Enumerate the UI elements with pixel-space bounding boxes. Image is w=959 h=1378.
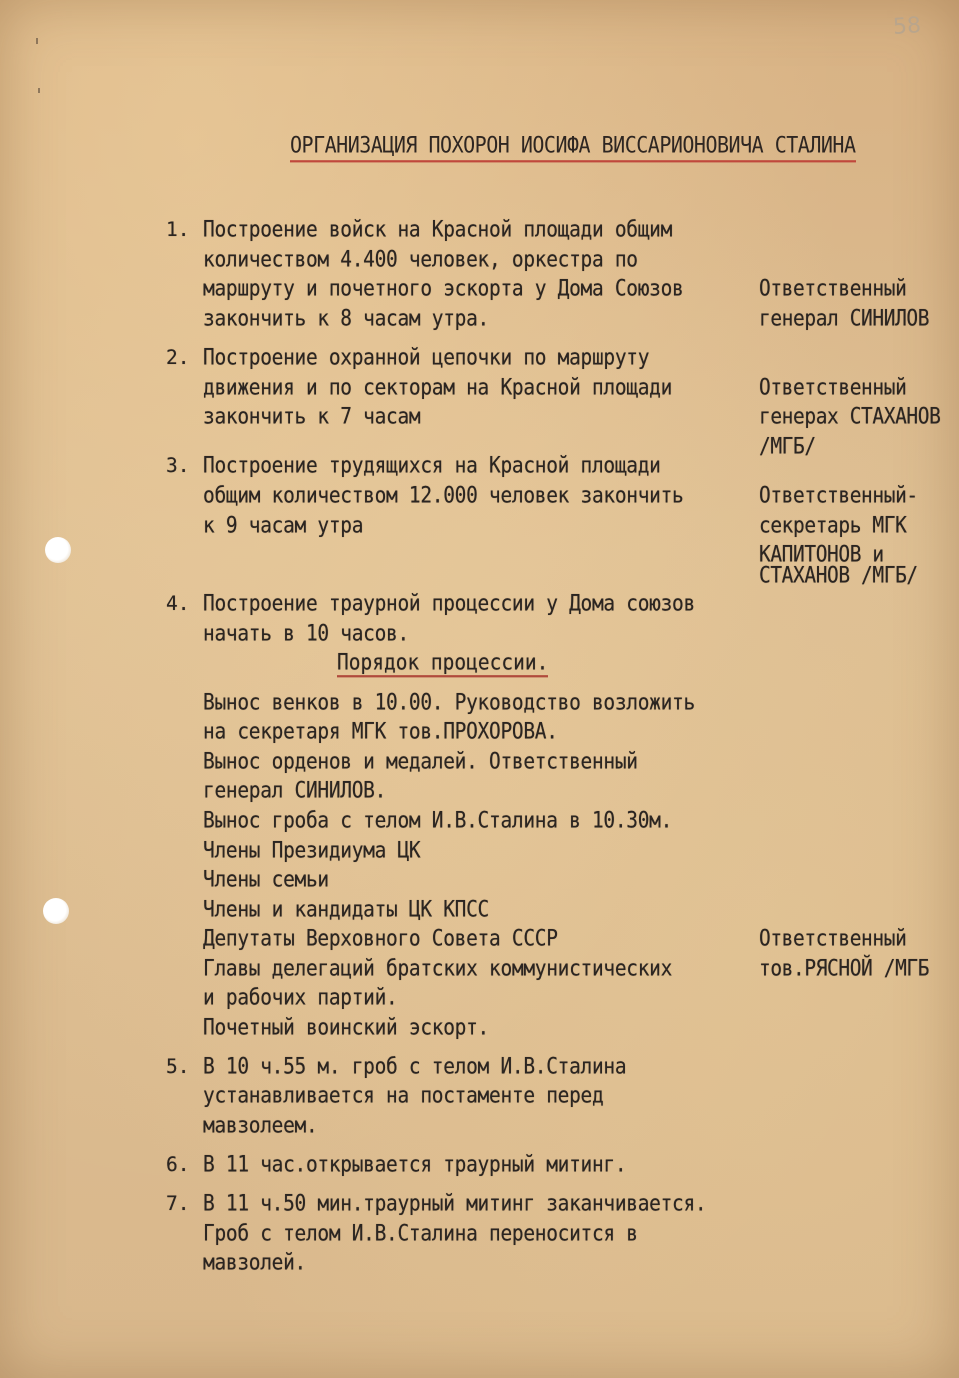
procession-line: на секретаря МГК тов.ПРОХОРОВА. <box>203 718 558 745</box>
item-number: 2. <box>166 346 190 369</box>
item-text-line: к 9 часам утра <box>203 512 364 539</box>
item-number: 1. <box>166 218 190 241</box>
item-text-line: начать в 10 часов. <box>203 620 409 647</box>
procession-line: Главы делегаций братских коммунистических <box>203 955 673 982</box>
item-text-line: В 10 ч.55 м. гроб с телом И.В.Сталина <box>203 1053 627 1080</box>
item-text-line: маршруту и почетного эскорта у Дома Союзов <box>203 275 684 302</box>
item-number: 5. <box>166 1055 190 1078</box>
responsible-line: Ответственный <box>759 925 907 952</box>
item-number: 7. <box>166 1192 190 1215</box>
item-text-line: Построение охранной цепочки по маршруту <box>203 344 650 371</box>
procession-line: Почетный воинский эскорт. <box>203 1014 490 1041</box>
procession-line: Вынос орденов и медалей. Ответственный <box>203 748 638 775</box>
responsible-line: генерах СТАХАНОВ <box>759 403 941 430</box>
document-title: ОРГАНИЗАЦИЯ ПОХОРОН ИОСИФА ВИССАРИОНОВИЧА СТАЛИНА <box>290 132 856 163</box>
procession-line: Члены семьи <box>203 866 329 893</box>
responsible-line: тов.РЯСНОЙ /МГБ <box>759 955 930 982</box>
punch-hole <box>43 898 69 924</box>
item-text-line: В 11 ч.50 мин.траурный митинг заканчивается. <box>203 1190 707 1217</box>
responsible-line: КАПИТОНОВ и <box>759 541 884 568</box>
item-text-line: количеством 4.400 человек, оркестра по <box>203 246 638 273</box>
item-text-line: Построение трудящихся на Красной площади <box>203 452 661 479</box>
responsible-line: Ответственный <box>759 374 907 401</box>
item-text-line: В 11 час.открывается траурный митинг. <box>203 1151 627 1178</box>
item-text-line: Построение траурной процессии у Дома союзов <box>203 590 695 617</box>
item-text-line: мавзолей. <box>203 1249 306 1276</box>
item-text-line: устанавливается на постаменте перед <box>203 1082 604 1109</box>
item-text-line: закончить к 7 часам <box>203 403 421 430</box>
responsible-line: генерал СИНИЛОВ <box>759 305 930 332</box>
procession-line: Вынос венков в 10.00. Руководство возложить <box>203 689 695 716</box>
paper-mark <box>38 88 40 93</box>
procession-line: и рабочих партий. <box>203 984 398 1011</box>
page-number: 58 <box>892 13 922 40</box>
procession-line: Вынос гроба с телом И.В.Сталина в 10.30м. <box>203 807 673 834</box>
procession-subheading: Порядок процессии. <box>337 652 548 678</box>
item-text-line: Гроб с телом И.В.Сталина переносится в <box>203 1220 638 1247</box>
item-text-line: Построение войск на Красной площади общим <box>203 216 673 243</box>
item-number: 3. <box>166 454 190 477</box>
responsible-line: Ответственный- <box>759 482 918 509</box>
item-text-line: движения и по секторам на Красной площади <box>203 374 673 401</box>
procession-line: Члены и кандидаты ЦК КПСС <box>203 896 490 923</box>
item-number: 4. <box>166 592 190 615</box>
paper-mark <box>36 38 38 44</box>
procession-line: Депутаты Верховного Совета СССР <box>203 925 558 952</box>
responsible-line: СТАХАНОВ /МГБ/ <box>759 562 918 589</box>
item-text-line: общим количеством 12.000 человек закончить <box>203 482 684 509</box>
procession-line: Члены Президиума ЦК <box>203 837 421 864</box>
responsible-line: Ответственный <box>759 275 907 302</box>
responsible-line: /МГБ/ <box>759 433 816 460</box>
punch-hole <box>45 537 71 563</box>
item-number: 6. <box>166 1153 190 1176</box>
procession-line: генерал СИНИЛОВ. <box>203 777 387 804</box>
item-text-line: мавзолеем. <box>203 1112 318 1139</box>
item-text-line: закончить к 8 часам утра. <box>203 305 490 332</box>
responsible-line: секретарь МГК <box>759 512 907 539</box>
